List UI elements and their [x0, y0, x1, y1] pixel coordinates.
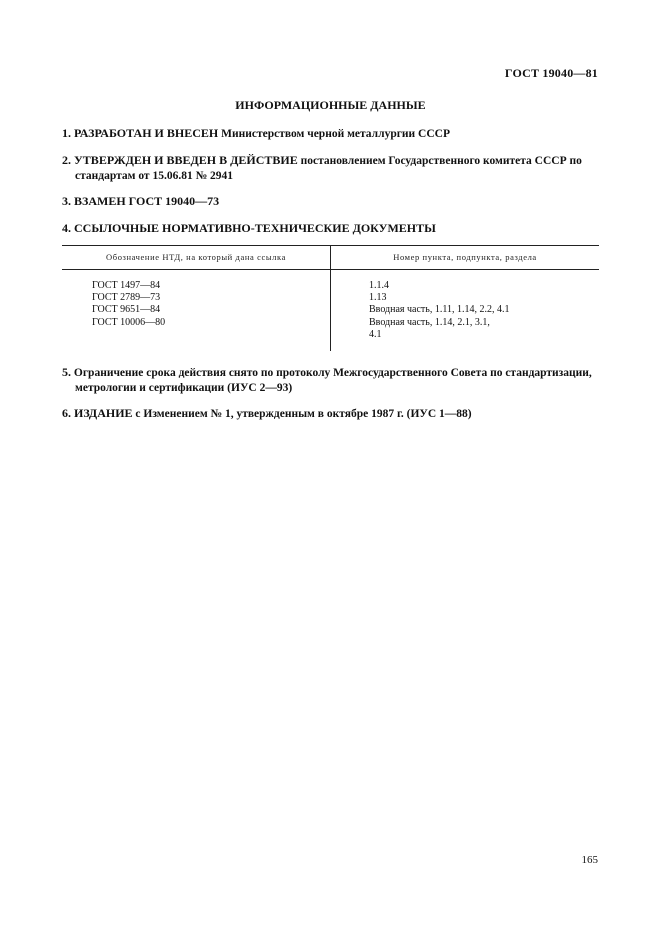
page-number: 165: [581, 854, 598, 866]
info-item-5-text: Ограничение срока действия снято по протоколу Межгосударственного Совета по стандартизации,: [71, 367, 592, 379]
table-cell-clause: 4.1: [369, 328, 382, 340]
table-clause-list: [369, 280, 509, 341]
info-item-1-text: Министерством черной металлургии СССР: [218, 128, 450, 140]
table-header-document: Обозначение НТД, на который дана ссылка: [106, 252, 286, 262]
table-cell-clause: 1.13: [369, 292, 387, 304]
table-cell-clause: Вводная часть, 1.14, 2.1, 3.1,: [369, 316, 490, 328]
info-item-4: [62, 221, 602, 236]
table-header-clause: Номер пункта, подпункта, раздела: [393, 252, 537, 262]
info-item-3: [62, 194, 602, 209]
reference-documents-table: [62, 245, 599, 351]
table-cell-document: ГОСТ 2789—73: [92, 292, 161, 304]
document-code: ГОСТ 19040—81: [504, 66, 598, 80]
info-item-6: [62, 406, 602, 422]
table-cell-clause: 1.1.4: [369, 280, 389, 291]
info-item-2: [62, 153, 602, 184]
info-item-2-first-line: [62, 153, 582, 169]
info-item-6-text: с Изменением № 1, утвержденным в октябре 1987 г. (ИУС 1—88): [132, 408, 472, 420]
info-item-2-lead: 2. УТВЕРЖДЕН И ВВЕДЕН В ДЕЙСТВИЕ: [62, 153, 298, 167]
info-item-4-lead: 4. ССЫЛОЧНЫЕ НОРМАТИВНО-ТЕХНИЧЕСКИЕ ДОКУМЕНТЫ: [62, 221, 436, 235]
info-item-5: [62, 365, 602, 396]
info-item-2-continuation: стандартам от 15.06.81 № 2941: [75, 170, 234, 182]
info-section-title: ИНФОРМАЦИОННЫЕ ДАННЫЕ: [235, 98, 426, 112]
info-item-1-lead: 1. РАЗРАБОТАН И ВНЕСЕН: [62, 126, 219, 140]
info-item-1: [62, 126, 602, 142]
info-item-2-text: постановлением Государственного комитета СССР по: [297, 155, 582, 167]
table-cell-clause: Вводная часть, 1.11, 1.14, 2.2, 4.1: [369, 304, 510, 316]
info-item-5-continuation: метрологии и сертификации (ИУС 2—93): [75, 382, 293, 394]
table-cell-document: ГОСТ 10006—80: [92, 316, 166, 328]
table-cell-document: ГОСТ 9651—84: [92, 304, 161, 316]
table-column-divider: [330, 246, 331, 351]
table-document-list: [92, 280, 165, 329]
info-item-6-lead: 6. ИЗДАНИЕ: [62, 406, 133, 420]
table-cell-document: ГОСТ 1497—84: [92, 280, 161, 291]
info-item-3-lead: 3. ВЗАМЕН ГОСТ 19040—73: [62, 194, 220, 208]
info-item-5-lead: 5.: [62, 365, 71, 379]
